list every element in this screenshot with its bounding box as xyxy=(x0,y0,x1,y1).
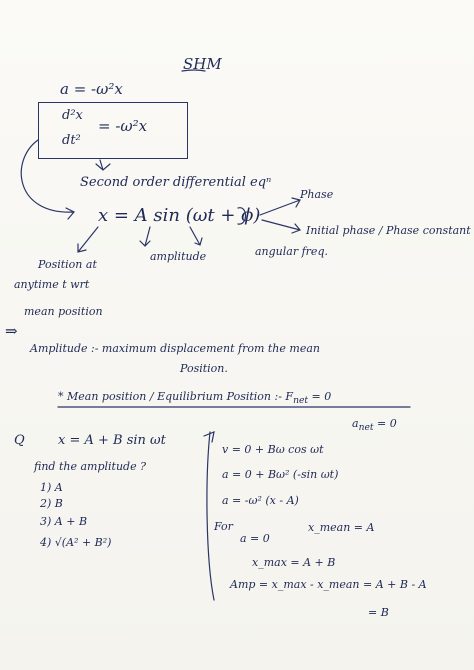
for-label: For xyxy=(214,520,233,533)
a-net-zero: $a_{net} = 0$ xyxy=(352,417,397,434)
final-answer: = B xyxy=(368,606,389,619)
amplitude-label: amplitude xyxy=(150,250,207,263)
initial-phase-arrow xyxy=(262,220,300,233)
amplitude-definition-1: Amplitude :- maximum displacement from the mean xyxy=(30,342,320,355)
position-arrow xyxy=(78,227,98,252)
page-title: SHM xyxy=(183,55,222,73)
omega-arrow xyxy=(190,227,202,245)
initial-phase-label: Initial phase / Phase constant xyxy=(306,224,471,237)
derivative-denominator: dt² xyxy=(62,133,81,148)
a-zero: a = 0 xyxy=(240,532,270,545)
second-order-label: Second order differential eqⁿ xyxy=(80,175,272,190)
amplitude-arrow xyxy=(140,227,150,246)
x-mean: x_mean = A xyxy=(308,521,375,534)
amplitude-definition-2: Position. xyxy=(180,362,228,375)
divider-arrow-head xyxy=(204,432,214,442)
implies-arrow: ⇒ xyxy=(5,322,18,340)
phase-arrow xyxy=(260,198,300,215)
question-equation: x = A + B sin ωt xyxy=(58,433,166,448)
amplitude-result-line: Amp = x_max - x_mean = A + B - A xyxy=(230,578,427,591)
acceleration-equation: a = -ω²x xyxy=(60,80,123,98)
x-max: x_max = A + B xyxy=(252,556,336,569)
angular-freq-label: angular freq. xyxy=(255,245,328,258)
mean-position-definition: * Mean position / Equilibrium Position :- $F_{net} = 0$ xyxy=(58,390,332,407)
down-arrow-1 xyxy=(96,160,110,170)
option-1: 1) A xyxy=(40,481,63,494)
option-2: 2) B xyxy=(40,497,63,510)
derivative-rhs: = -ω²x xyxy=(98,117,148,135)
phase-label: Phase xyxy=(300,188,334,201)
position-label-2: anytime t wrt xyxy=(14,278,90,291)
acceleration-step-2: a = -ω² (x - A) xyxy=(222,494,299,507)
option-3: 3) A + B xyxy=(40,515,88,528)
position-label-3: mean position xyxy=(24,305,103,318)
shm-general-equation: x = A sin (ωt + ϕ) xyxy=(98,205,261,226)
derivative-numerator: d²x xyxy=(62,108,83,123)
velocity-equation: v = 0 + Bω cos ωt xyxy=(222,443,324,456)
question-prompt: find the amplitude ? xyxy=(34,460,146,473)
question-label: Q xyxy=(14,433,25,448)
option-4: 4) √(A² + B²) xyxy=(40,536,112,549)
acceleration-step-1: a = 0 + Bω² (-sin ωt) xyxy=(222,468,339,481)
position-label-1: Position at xyxy=(38,258,97,271)
solution-divider xyxy=(207,432,214,600)
